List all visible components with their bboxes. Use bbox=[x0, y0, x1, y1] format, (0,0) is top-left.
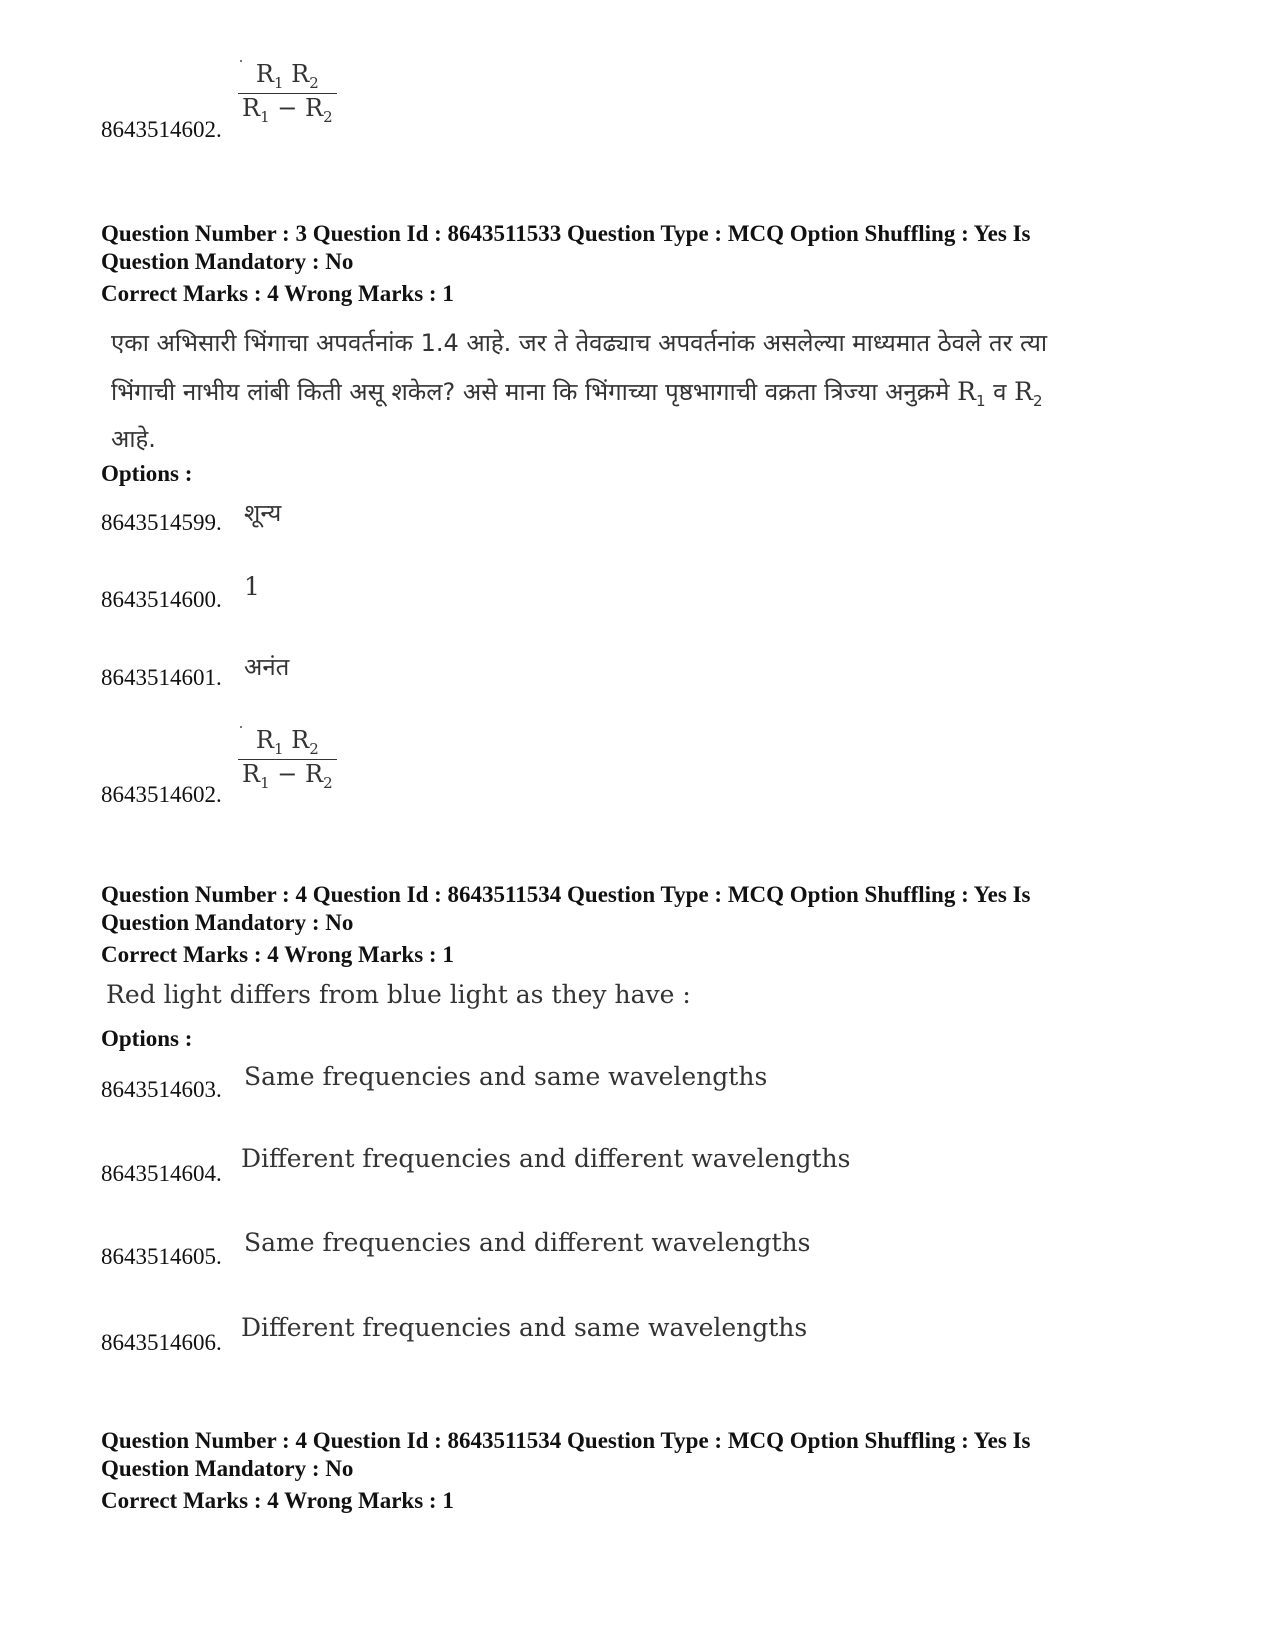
option-text: 1 bbox=[244, 572, 260, 601]
options-label: Options : bbox=[101, 1026, 193, 1051]
question-text-line: भिंगाची नाभीय लांबी किती असू शकेल? असे माना कि भिंगाच्या पृष्ठभागाची वक्रता त्रिज्या अनुक्रमे $R_1$ व $R_2$ bbox=[111, 377, 1043, 410]
option-id: 8643514603. bbox=[101, 1077, 222, 1102]
option-id: 8643514601. bbox=[101, 665, 222, 690]
options-label: Options : bbox=[101, 461, 193, 486]
question-header: Question Number : 4 Question Id : 8643511534 Question Type : MCQ Option Shuffling : Yes Is Question Mandatory : No bbox=[101, 882, 1031, 935]
marks-line: Correct Marks : 4 Wrong Marks : 1 bbox=[101, 1488, 454, 1513]
option-id: 8643514604. bbox=[101, 1161, 222, 1186]
option-text: Same frequencies and same wavelengths bbox=[244, 1062, 768, 1091]
question-text-line: आहे. bbox=[111, 425, 156, 453]
option-id: 8643514599. bbox=[101, 510, 222, 535]
option-id: 8643514600. bbox=[101, 587, 222, 612]
option-text: Different frequencies and same wavelengths bbox=[241, 1313, 808, 1342]
question-header: Question Number : 4 Question Id : 8643511534 Question Type : MCQ Option Shuffling : Yes Is Question Mandatory : No bbox=[101, 1428, 1031, 1481]
question-text: Red light differs from blue light as they have : bbox=[106, 980, 691, 1009]
fraction-r1r2: $\frac{R_1 R_2}{R_1 - R_2}$ bbox=[238, 60, 337, 126]
question-header: Question Number : 3 Question Id : 8643511533 Question Type : MCQ Option Shuffling : Yes Is Question Mandatory : No bbox=[101, 221, 1031, 274]
option-id: 8643514602. bbox=[101, 782, 222, 807]
fraction-r1r2: $\frac{R_1 R_2}{R_1 - R_2}$ bbox=[238, 726, 337, 792]
question-text-line: एका अभिसारी भिंगाचा अपवर्तनांक 1.4 आहे. जर ते तेवढ्याच अपवर्तनांक असलेल्या माध्यमात ठेवले तर त्या bbox=[111, 329, 1048, 357]
marks-line: Correct Marks : 4 Wrong Marks : 1 bbox=[101, 942, 454, 967]
option-id: 8643514606. bbox=[101, 1330, 222, 1355]
option-id: 8643514602. bbox=[101, 117, 222, 142]
option-text: शून्य bbox=[244, 499, 282, 527]
option-id: 8643514605. bbox=[101, 1244, 222, 1269]
marks-line: Correct Marks : 4 Wrong Marks : 1 bbox=[101, 281, 454, 306]
option-text: Same frequencies and different wavelengths bbox=[244, 1228, 811, 1257]
option-text: Different frequencies and different wavelengths bbox=[241, 1144, 851, 1173]
option-text: अनंत bbox=[244, 653, 290, 681]
